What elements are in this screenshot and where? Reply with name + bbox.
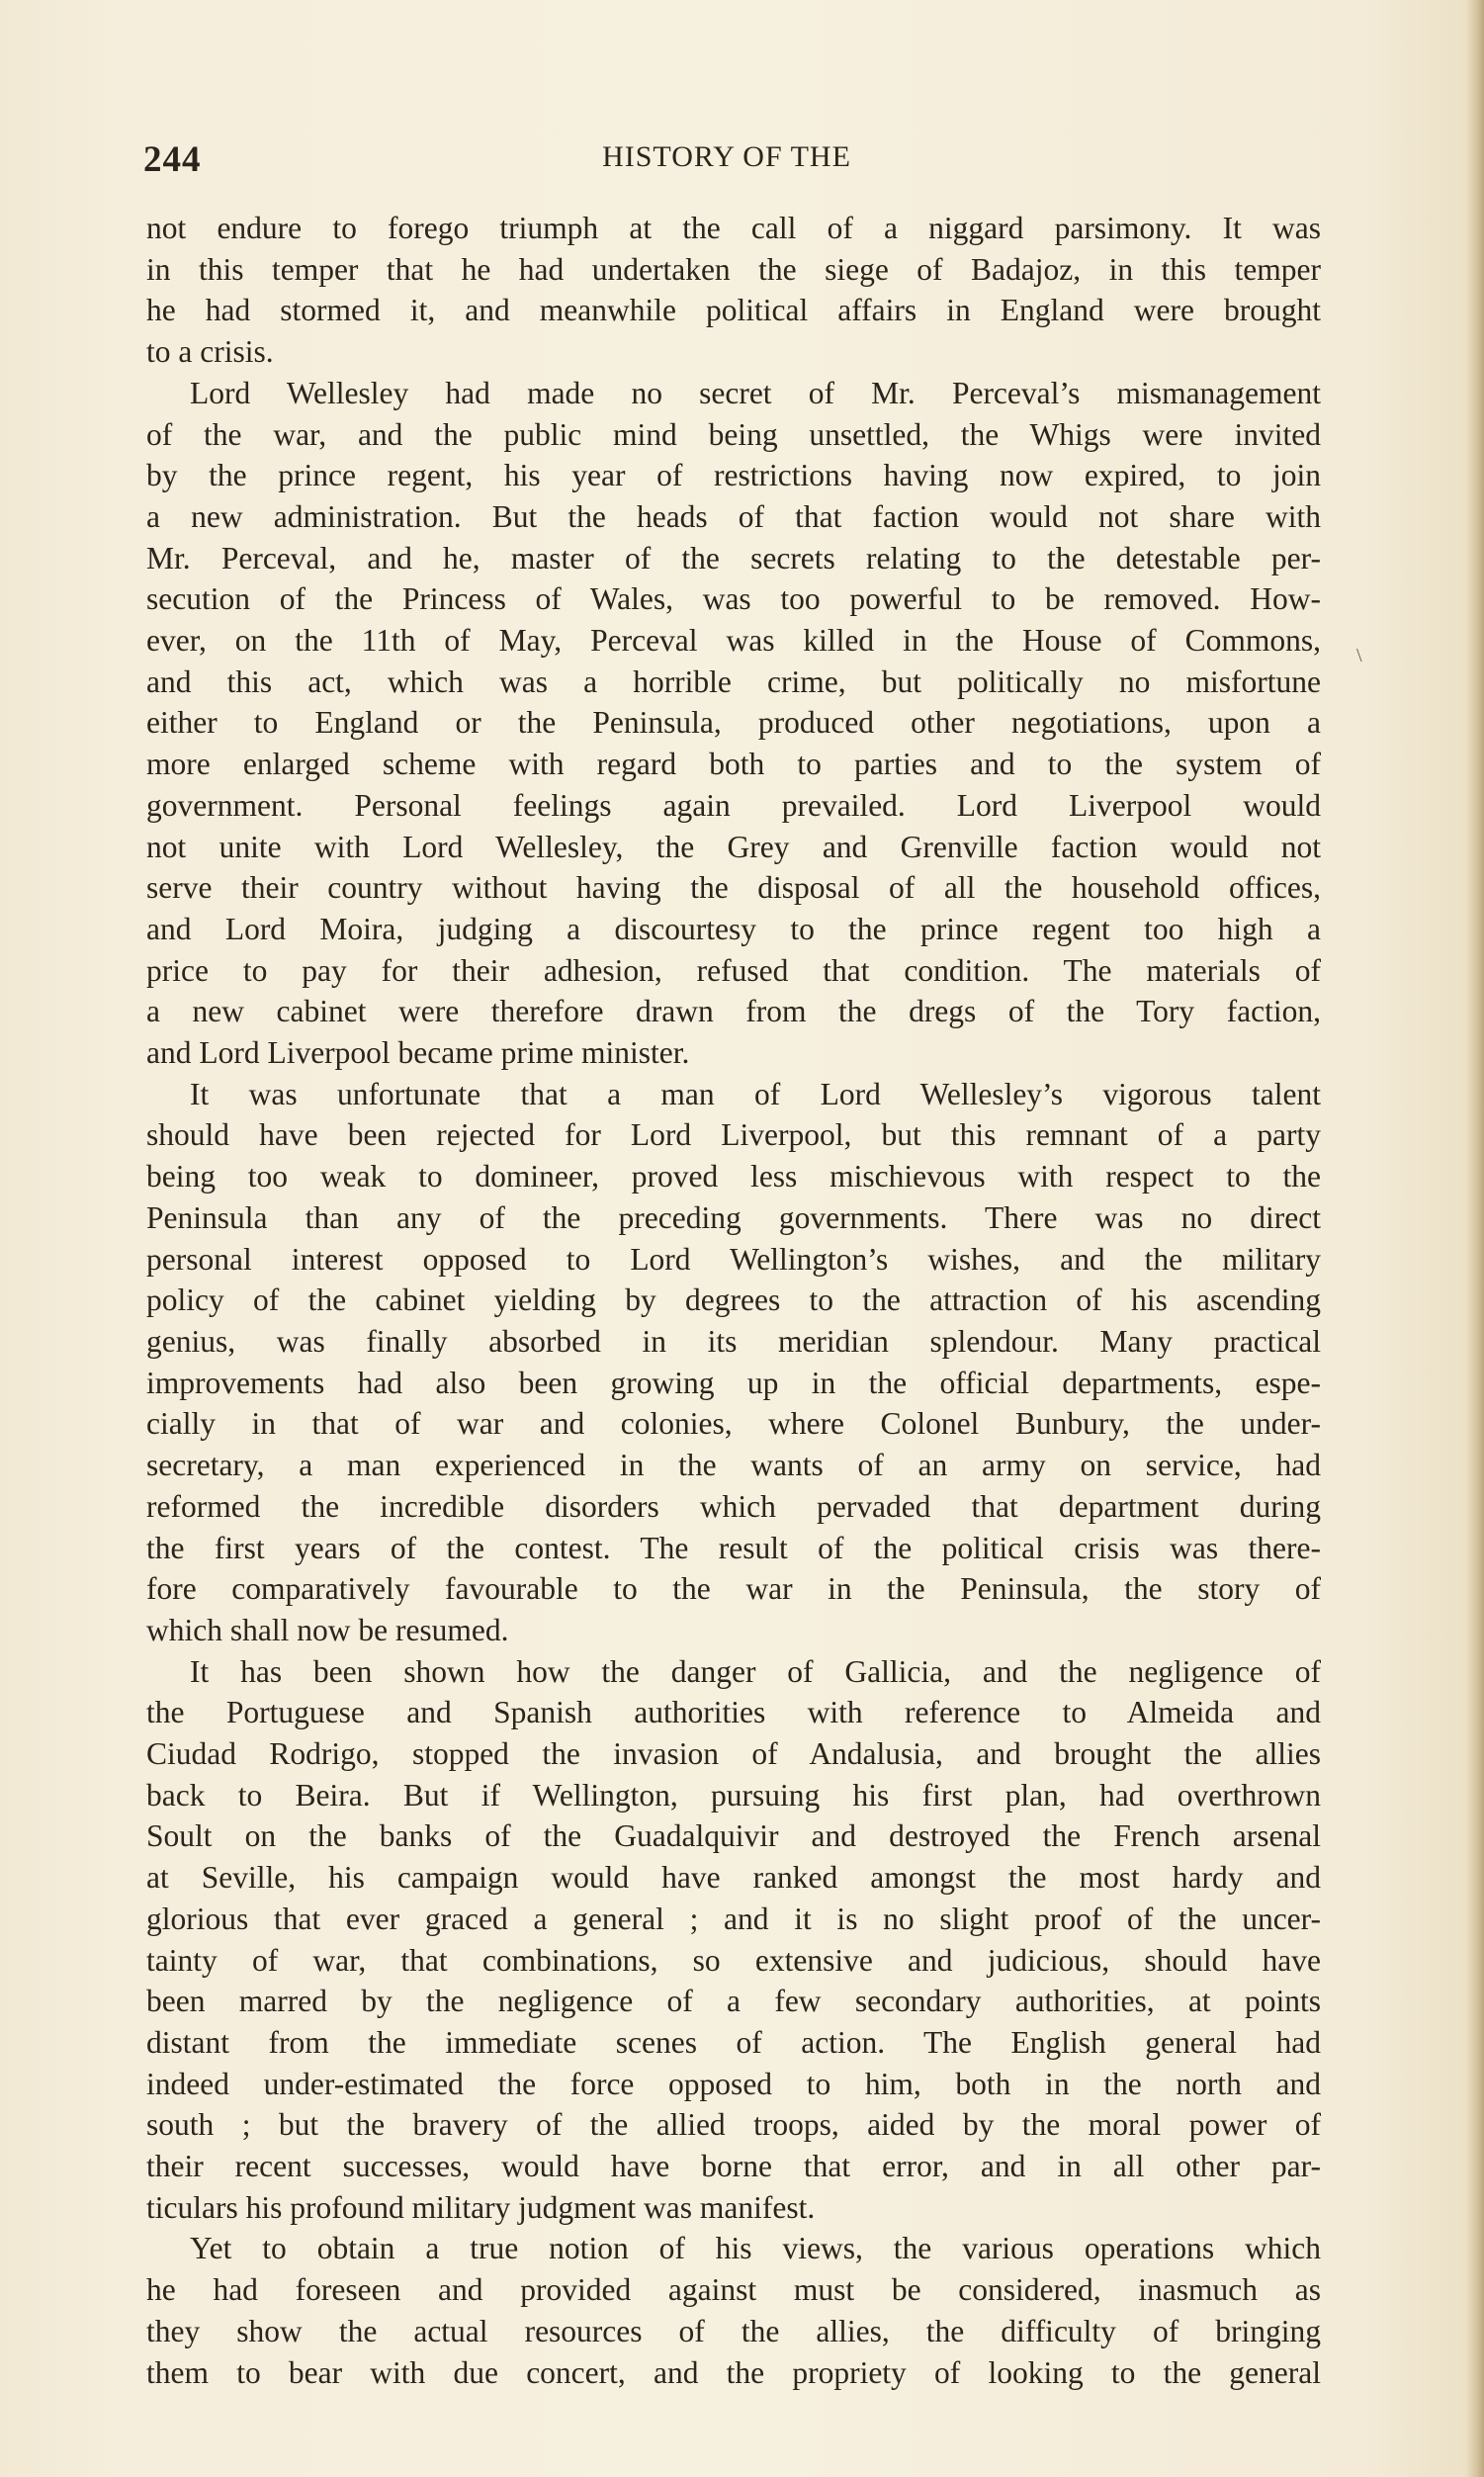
margin-mark: \ [1356,645,1362,666]
text-line: government. Personal feelings again prevailed. Lord Liverpool would [146,787,1321,823]
text-line: at Seville, his campaign would have ranked amongst the most hardy and [146,1860,1321,1896]
text-line: It has been shown how the danger of Gallicia, and the negligence of [190,1653,1321,1689]
text-line: the Portuguese and Spanish authorities with reference to Almeida and [146,1695,1321,1730]
text-line: Peninsula than any of the preceding governments. There was no direct [146,1199,1321,1235]
text-line: which shall now be resumed. [146,1612,509,1647]
text-line: back to Beira. But if Wellington, pursuing his first plan, had overthrown [146,1777,1321,1813]
text-line: their recent successes, would have borne that error, and in all other par- [146,2149,1321,2184]
text-line: Ciudad Rodrigo, stopped the invasion of Andalusia, and brought the allies [146,1736,1321,1772]
text-line: ticulars his profound military judgment was manifest. [146,2189,816,2225]
text-line: glorious that ever graced a general ; and it is no slight proof of the uncer- [146,1901,1321,1936]
text-line: should have been rejected for Lord Liverpool, but this remnant of a party [146,1117,1321,1153]
text-line: policy of the cabinet yielding by degrees to the attraction of his ascending [146,1283,1321,1318]
text-line: distant from the immediate scenes of action. The English general had [146,2024,1321,2060]
text-line: tainty of war, that combinations, so extensive and judicious, should have [146,1942,1321,1978]
text-line: not unite with Lord Wellesley, the Grey and Grenville faction would not [146,829,1321,864]
text-line: and this act, which was a horrible crime, but politically no misfortune [146,663,1321,699]
text-line: south ; but the bravery of the allied troops, aided by the moral power of [146,2107,1321,2143]
text-line: by the prince regent, his year of restrictions having now expired, to join [146,458,1321,493]
page-header [143,138,1320,188]
running-title: HISTORY OF THE [602,140,851,173]
text-line: Mr. Perceval, and he, master of the secrets relating to the detestable per- [146,540,1321,575]
text-line: secretary, a man experienced in the wants of an army on service, had [146,1448,1321,1483]
text-line: ever, on the 11th of May, Perceval was killed in the House of Commons, [146,623,1321,659]
text-line: Yet to obtain a true notion of his views, the various operations which [190,2231,1321,2266]
text-line: improvements had also been growing up in the official departments, espe- [146,1365,1321,1400]
text-line: It was unfortunate that a man of Lord Wellesley’s vigorous talent [190,1076,1321,1111]
text-line: a new administration. But the heads of that faction would not share with [146,498,1321,534]
body-text [146,208,1321,2393]
text-line: been marred by the negligence of a few secondary authorities, at points [146,1984,1321,2019]
page-number: 244 [143,139,202,180]
text-line: Soult on the banks of the Guadalquivir and destroyed the French arsenal [146,1818,1321,1854]
text-line: not endure to forego triumph at the call of a niggard parsimony. It was [146,211,1321,245]
text-line: to a crisis. [146,334,274,370]
text-line: of the war, and the public mind being unsettled, the Whigs were invited [146,416,1321,452]
text-line: more enlarged scheme with regard both to parties and to the system of [146,747,1321,782]
text-line: either to England or the Peninsula, produced other negotiations, upon a [146,705,1321,741]
text-line: secution of the Princess of Wales, was too powerful to be removed. How- [146,581,1321,617]
text-line: fore comparatively favourable to the war in the Peninsula, the story of [146,1571,1321,1607]
text-line: indeed under-estimated the force opposed to him, both in the north and [146,2066,1321,2101]
page-edge-shadow [1466,0,1484,2477]
text-line: and Lord Liverpool became prime minister. [146,1035,690,1071]
text-line: being too weak to domineer, proved less mischievous with respect to the [146,1159,1321,1194]
text-line: in this temper that he had undertaken the siege of Badajoz, in this temper [146,251,1321,287]
text-line: personal interest opposed to Lord Wellington’s wishes, and the military [146,1241,1321,1277]
text-line: Lord Wellesley had made no secret of Mr. Perceval’s mismanagement [190,375,1321,410]
text-line: genius, was finally absorbed in its meridian splendour. Many practical [146,1323,1321,1359]
text-line: them to bear with due concert, and the propriety of looking to the general [146,2354,1321,2390]
text-line: cially in that of war and colonies, where Colonel Bunbury, the under- [146,1406,1321,1442]
text-line: a new cabinet were therefore drawn from the dregs of the Tory faction, [146,994,1321,1029]
text-line: he had stormed it, and meanwhile political affairs in England were brought [146,293,1321,328]
text-line: and Lord Moira, judging a discourtesy to the prince regent too high a [146,911,1321,946]
text-line: serve their country without having the disposal of all the household offices, [146,870,1321,906]
text-line: reformed the incredible disorders which pervaded that department during [146,1488,1321,1524]
text-line: price to pay for their adhesion, refused that condition. The materials of [146,952,1321,988]
text-line: he had foreseen and provided against must be considered, inasmuch as [146,2272,1321,2308]
text-line: they show the actual resources of the allies, the difficulty of bringing [146,2313,1321,2348]
text-line: the first years of the contest. The result of the political crisis was there- [146,1530,1321,1565]
